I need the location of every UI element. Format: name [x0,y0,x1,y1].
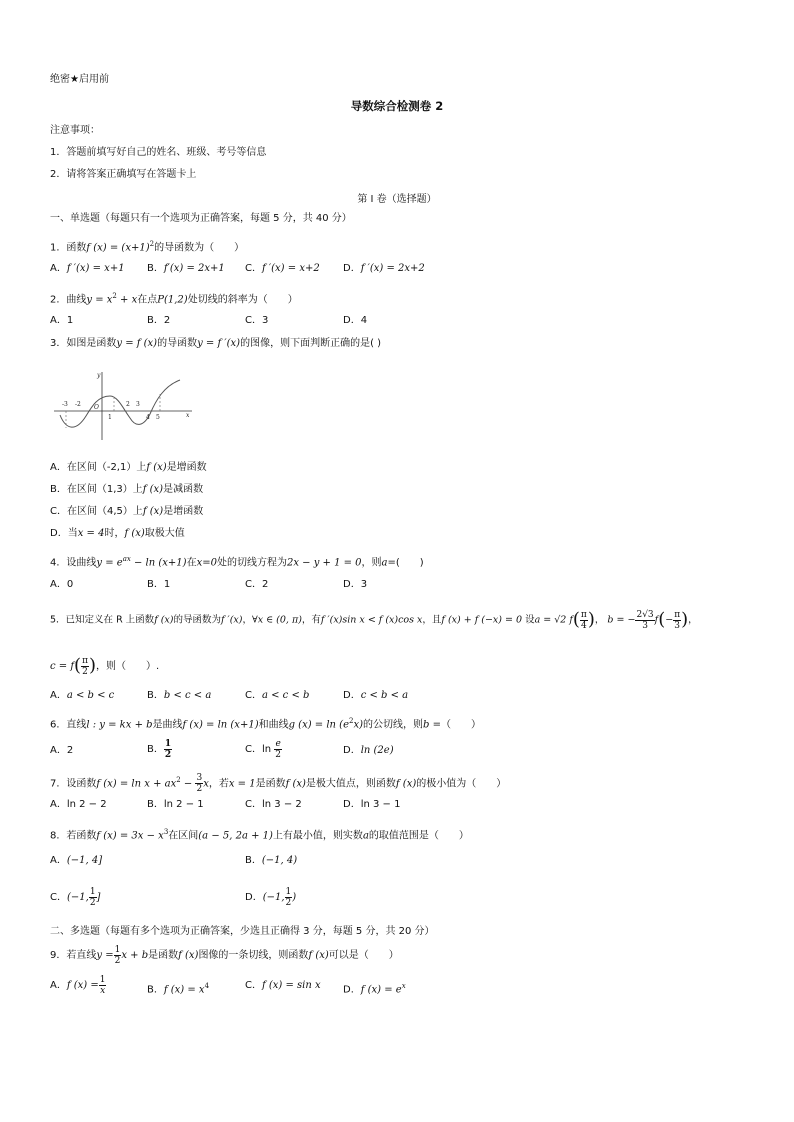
q9-option-d[interactable]: D．f $(x) = e^x$ [343,982,406,996]
q2-option-a[interactable]: A．1 [50,315,74,326]
q8-option-a[interactable]: A．(−1, 4] [50,855,103,866]
q8-stem: 8．若函数f $(x) = 3x - x^3$在区间(a − 5, 2a + 1)上有最小值，则实数a的取值范围是（ ） [50,828,469,842]
q2-option-d[interactable]: D．4 [343,315,368,326]
tick-label-2: 2 [126,401,130,408]
q6-option-b[interactable]: B． $\frac{1}{2}$ [147,738,172,760]
q5-option-b[interactable]: B．b < c < a [147,690,212,701]
q4-option-a[interactable]: A．0 [50,579,74,590]
q5-option-c[interactable]: C．a < c < b [245,690,310,701]
q3-option-a[interactable]: A．在区间（-2,1）上f (x)是增函数 [50,462,207,473]
q8-option-c[interactable]: C．(−1, $\frac{1}{2}$ ] [50,886,101,908]
q6-stem: 6．直线l : y = kx + b是曲线f (x) = ln (x+1)和曲线g $(x) = \ln (e^2x)$的公切线，则b =（ ） [50,717,481,731]
q3-option-b[interactable]: B．在区间（1,3）上f (x)是减函数 [50,484,204,495]
q4-option-b[interactable]: B．1 [147,579,171,590]
derivative-graph [52,368,197,443]
q1-option-a[interactable]: A．f ′(x) = x+1 [50,263,125,274]
notice-item-2: 2．请将答案正确填写在答题卡上 [50,169,197,180]
x-axis-label: x [186,412,190,419]
tick-label-neg2: -2 [75,401,81,408]
q7-option-d[interactable]: D．ln 3 − 1 [343,799,401,810]
notice-item-1: 1．答题前填写好自己的姓名、班级、考号等信息 [50,147,267,158]
q2-stem: 2．曲线$y = x^2 + x$在点P(1,2)处切线的斜率为（ ） [50,292,298,306]
tick-label-neg3: -3 [62,401,68,408]
q2-option-c[interactable]: C．3 [245,315,269,326]
y-axis-label: y [97,372,101,379]
q5-stem: 5．已知定义在 R 上函数f (x)的导函数为f ′(x)，∀x ∈ (0, π)，有f ′(x)sin x < f (x)cos x，且f (x) + f (−x) = 0 设a = √2 f( $\frac{\pi}{4}$ )， b = − $\frac{2√3}{3}$ f(− $\frac{\pi}{3}$ )， [50,609,698,631]
q7-stem: 7．设函数f $(x) = \ln x + ax^2$ − $\frac{3}{2}$ x，若x = 1是函数f (x)是极大值点，则函数f (x)的极小值为（ ） [50,772,507,794]
q4-stem: 4．设曲线$y = e^{ax} - \ln (x+1)$在x=0处的切线方程为2x − y + 1 = 0，则a=( ) [50,555,424,569]
q2-option-b[interactable]: B．2 [147,315,171,326]
origin-label: O [94,404,99,411]
part2-heading: 二、多选题（每题有多个选项为正确答案，少选且正确得 3 分，每题 5 分，共 20 分） [50,926,435,937]
q1-option-c[interactable]: C．f ′(x) = x+2 [245,263,320,274]
q1-option-d[interactable]: D．f ′(x) = 2x+2 [343,263,425,274]
q9-option-c[interactable]: C．f (x) = sin x [245,980,321,991]
q7-option-a[interactable]: A．ln 2 − 2 [50,799,107,810]
q4-option-d[interactable]: D．3 [343,579,368,590]
q9-option-a[interactable]: A．f (x) = $\frac{1}{x}$ [50,974,106,996]
q6-option-d[interactable]: D．ln (2e) [343,745,394,756]
q6-option-c[interactable]: C．ln $\frac{e}{2}$ [245,738,282,760]
q8-option-b[interactable]: B．(−1, 4) [245,855,298,866]
q1-option-b[interactable]: B．f′(x) = 2x+1 [147,263,225,274]
part1-heading: 一、单选题（每题只有一个选项为正确答案，每题 5 分，共 40 分） [50,213,352,224]
tick-label-3: 3 [136,401,140,408]
q3-stem: 3．如图是函数y = f (x)的导函数y = f ′(x)的图像，则下面判断正确的是( ) [50,338,382,349]
page-title: 导数综合检测卷 2 [350,99,444,113]
q8-option-d[interactable]: D．(−1, $\frac{1}{2}$ ) [245,886,297,908]
section-title: 第 I 卷（选择题） [357,194,437,205]
q5-option-a[interactable]: A．a < b < c [50,690,115,701]
q7-option-b[interactable]: B．ln 2 − 1 [147,799,204,810]
tick-label-5: 5 [156,414,160,421]
notice-title: 注意事项： [50,125,100,136]
q1-stem: 1．函数f $(x) = (x+1)^2$的导函数为（ ） [50,240,245,254]
secret-label: 绝密★启用前 [50,74,109,85]
tick-label-4: 4 [146,414,150,421]
q5-stem-cont: c = f( $\frac{\pi}{2}$ )，则（ ）. [50,655,160,677]
q7-option-c[interactable]: C．ln 3 − 2 [245,799,302,810]
q3-option-d[interactable]: D．当x = 4时，f (x)取极大值 [50,528,185,539]
q9-option-b[interactable]: B．f $(x) = x^4$ [147,982,210,996]
q6-option-a[interactable]: A．2 [50,745,74,756]
q3-option-c[interactable]: C．在区间（4,5）上f (x)是增函数 [50,506,204,517]
q9-stem: 9．若直线y = $\frac{1}{2}$ x + b是函数f (x)图像的一条切线，则函数f (x)可以是（ ） [50,944,399,966]
tick-label-1: 1 [108,414,112,421]
q5-option-d[interactable]: D．c < b < a [343,690,409,701]
q4-option-c[interactable]: C．2 [245,579,269,590]
